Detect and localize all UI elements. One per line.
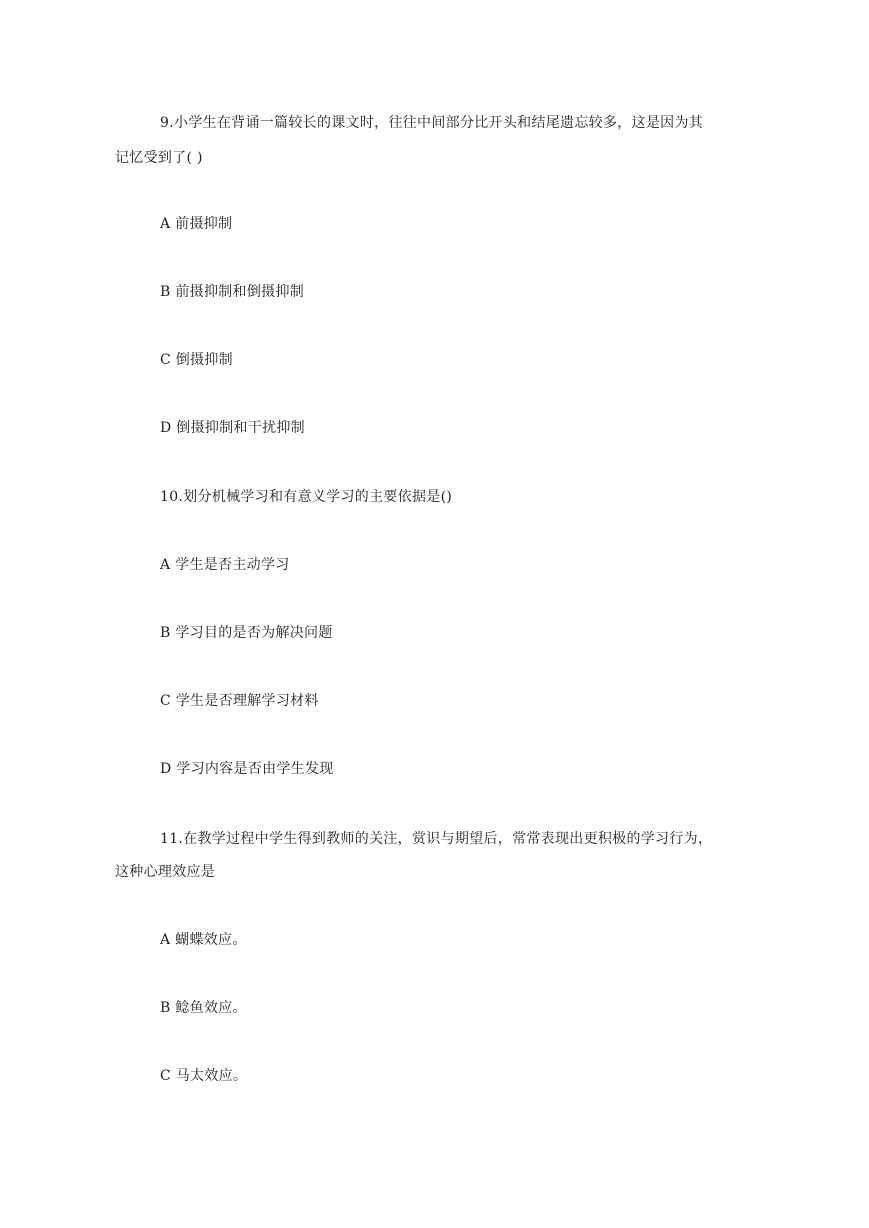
question-9-stem-line2: 记忆受到了( ) [115, 150, 203, 166]
question-9-option-a: A 前摄抑制 [160, 216, 233, 232]
question-10-option-a: A 学生是否主动学习 [160, 557, 290, 573]
question-10-option-c: C 学生是否理解学习材料 [160, 693, 319, 709]
question-11-option-b: B 鲶鱼效应。 [160, 1000, 247, 1016]
question-11-stem-line2: 这种心理效应是 [115, 864, 216, 880]
question-11-option-c: C 马太效应。 [160, 1068, 248, 1084]
question-10-option-d: D 学习内容是否由学生发现 [160, 761, 334, 777]
question-9-stem-line1: 9.小学生在背诵一篇较长的课文时，往往中间部分比开头和结尾遗忘较多，这是因为其 [160, 115, 704, 131]
question-11-stem-line1: 11.在教学过程中学生得到教师的关注，赏识与期望后，常常表现出更积极的学习行为， [160, 831, 713, 847]
question-10-option-b: B 学习目的是否为解决问题 [160, 625, 333, 641]
question-9-option-b: B 前摄抑制和倒摄抑制 [160, 284, 305, 300]
question-10-stem-line1: 10.划分机械学习和有意义学习的主要依据是() [160, 489, 453, 505]
question-11-option-a: A 蝴蝶效应。 [160, 932, 247, 948]
question-9-option-c: C 倒摄抑制 [160, 352, 233, 368]
question-9-option-d: D 倒摄抑制和干扰抑制 [160, 420, 305, 436]
